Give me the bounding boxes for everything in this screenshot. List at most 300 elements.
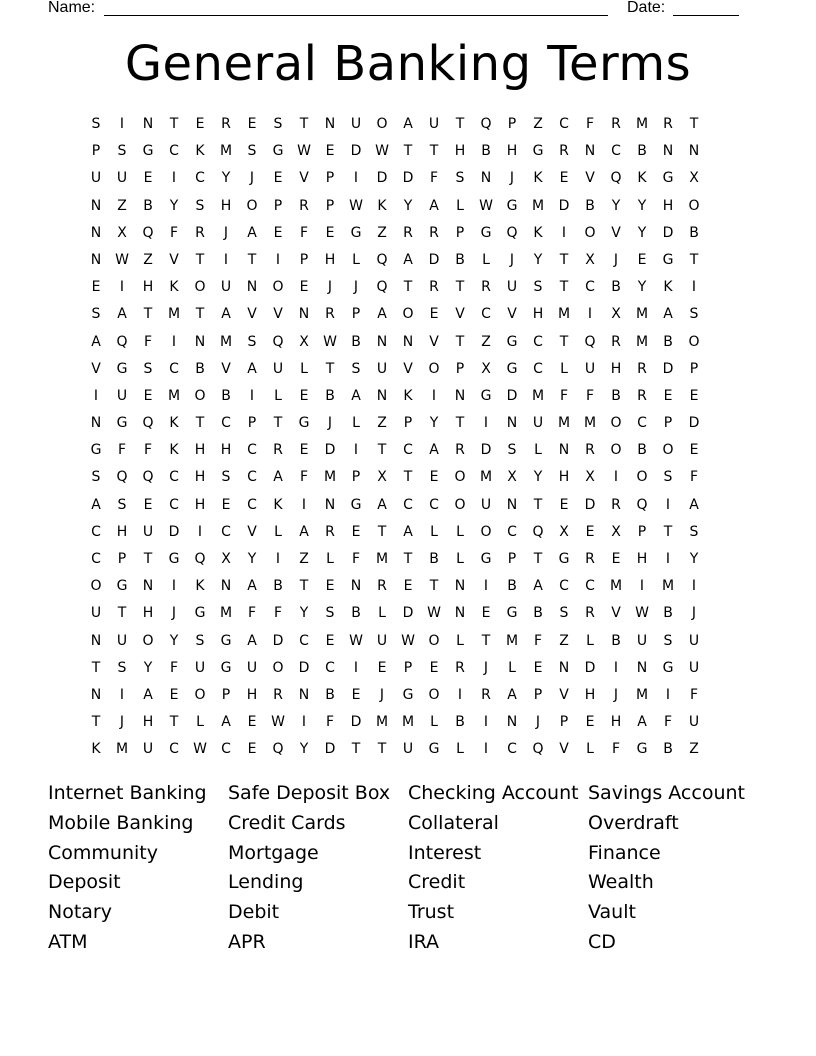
grid-letter: D bbox=[558, 197, 570, 214]
grid-letter: G bbox=[272, 143, 284, 160]
grid-letter: P bbox=[325, 197, 335, 214]
name-label: Name: bbox=[48, 0, 96, 16]
grid-letter: L bbox=[456, 741, 464, 758]
grid-letter: D bbox=[584, 659, 596, 676]
grid-letter: O bbox=[428, 360, 440, 377]
grid-letter: U bbox=[532, 415, 544, 432]
grid-letter: S bbox=[195, 197, 205, 214]
grid-letter: N bbox=[90, 197, 102, 214]
grid-letter: U bbox=[376, 360, 388, 377]
grid-letter: K bbox=[403, 387, 413, 404]
grid-letter: A bbox=[117, 306, 127, 323]
grid-letter: E bbox=[169, 686, 179, 703]
grid-letter: E bbox=[143, 170, 153, 187]
grid-letter: T bbox=[455, 279, 465, 296]
grid-letter: S bbox=[117, 659, 127, 676]
grid-letter: L bbox=[508, 659, 516, 676]
grid-letter: T bbox=[403, 551, 413, 567]
grid-letter: U bbox=[116, 170, 128, 187]
grid-letter: D bbox=[662, 360, 674, 377]
grid-letter: I bbox=[353, 170, 359, 187]
grid-letter: L bbox=[534, 442, 542, 459]
grid-letter: S bbox=[455, 170, 465, 187]
grid-letter: Q bbox=[506, 224, 518, 241]
grid-letter: U bbox=[246, 659, 258, 676]
grid-letter: J bbox=[613, 686, 619, 703]
grid-letter: X bbox=[689, 170, 699, 187]
grid-letter: U bbox=[688, 632, 700, 649]
grid-letter: Z bbox=[117, 197, 127, 214]
grid-letter: T bbox=[273, 415, 283, 432]
grid-letter: I bbox=[119, 686, 125, 703]
grid-letter: O bbox=[142, 632, 154, 649]
grid-letter: B bbox=[351, 333, 361, 350]
grid-letter: O bbox=[428, 632, 440, 649]
grid-letter: P bbox=[299, 251, 309, 268]
grid-letter: S bbox=[689, 306, 699, 323]
grid-letter: D bbox=[168, 523, 180, 540]
grid-letter: A bbox=[221, 306, 231, 323]
grid-letter: Z bbox=[533, 116, 543, 132]
grid-letter: X bbox=[507, 469, 517, 486]
grid-letter: N bbox=[506, 496, 518, 513]
grid-letter: P bbox=[507, 551, 517, 567]
grid-letter: V bbox=[611, 605, 621, 622]
grid-letter: V bbox=[247, 306, 257, 323]
grid-letter: L bbox=[560, 360, 568, 377]
grid-letter: O bbox=[610, 442, 622, 459]
grid-letter: F bbox=[611, 741, 621, 758]
grid-letter: O bbox=[454, 496, 466, 513]
grid-letter: E bbox=[351, 686, 361, 703]
grid-letter: T bbox=[195, 251, 205, 268]
grid-letter: N bbox=[350, 578, 362, 595]
grid-letter: F bbox=[273, 605, 283, 622]
grid-letter: F bbox=[689, 686, 699, 703]
grid-letter: A bbox=[247, 578, 257, 595]
grid-letter: R bbox=[637, 387, 647, 404]
word-bank-item: ATM bbox=[48, 930, 88, 953]
grid-letter: C bbox=[429, 496, 439, 513]
grid-letter: F bbox=[663, 714, 673, 731]
grid-letter: T bbox=[299, 116, 309, 132]
grid-letter: P bbox=[533, 686, 543, 703]
grid-letter: Y bbox=[247, 551, 257, 567]
grid-letter: C bbox=[637, 415, 647, 432]
grid-letter: N bbox=[688, 143, 700, 160]
grid-letter: G bbox=[532, 143, 544, 160]
grid-letter: E bbox=[273, 170, 283, 187]
grid-letter: L bbox=[326, 551, 334, 567]
grid-letter: D bbox=[688, 415, 700, 432]
grid-letter: R bbox=[403, 224, 413, 241]
grid-letter: E bbox=[377, 659, 387, 676]
grid-letter: B bbox=[221, 387, 231, 404]
grid-letter: P bbox=[325, 170, 335, 187]
grid-letter: A bbox=[507, 686, 517, 703]
grid-letter: O bbox=[194, 279, 206, 296]
grid-letter: D bbox=[428, 251, 440, 268]
grid-letter: M bbox=[635, 306, 649, 323]
grid-letter: Q bbox=[142, 415, 154, 432]
grid-letter: X bbox=[559, 523, 569, 540]
grid-letter: B bbox=[325, 387, 335, 404]
grid-letter: O bbox=[194, 686, 206, 703]
grid-letter: J bbox=[327, 415, 333, 432]
word-bank-item: Safe Deposit Box bbox=[228, 782, 391, 804]
grid-letter: B bbox=[663, 333, 673, 350]
grid-letter: N bbox=[298, 686, 310, 703]
grid-letter: F bbox=[325, 714, 335, 731]
grid-letter: L bbox=[274, 523, 282, 540]
grid-letter: B bbox=[637, 442, 647, 459]
grid-letter: G bbox=[116, 360, 128, 377]
grid-letter: R bbox=[637, 360, 647, 377]
word-bank-item: Checking Account bbox=[408, 782, 579, 804]
grid-letter: I bbox=[119, 279, 125, 296]
word-bank-item: Overdraft bbox=[588, 811, 679, 834]
grid-letter: E bbox=[689, 387, 699, 404]
grid-letter: S bbox=[507, 442, 517, 459]
grid-letter: C bbox=[169, 143, 179, 160]
grid-letter: E bbox=[429, 469, 439, 486]
grid-letter: I bbox=[639, 578, 645, 595]
grid-letter: G bbox=[194, 605, 206, 622]
grid-letter: O bbox=[272, 279, 284, 296]
grid-letter: G bbox=[220, 659, 232, 676]
grid-letter: J bbox=[353, 279, 359, 296]
grid-letter: A bbox=[637, 714, 647, 731]
grid-letter: L bbox=[352, 415, 360, 432]
grid-letter: I bbox=[119, 116, 125, 132]
grid-letter: X bbox=[299, 333, 309, 350]
grid-letter: C bbox=[221, 415, 231, 432]
grid-letter: T bbox=[429, 143, 439, 160]
grid-letter: B bbox=[507, 578, 517, 595]
grid-letter: C bbox=[247, 442, 257, 459]
grid-letter: W bbox=[349, 632, 363, 649]
grid-letter: G bbox=[506, 333, 518, 350]
grid-letter: X bbox=[611, 306, 621, 323]
grid-letter: G bbox=[116, 415, 128, 432]
word-bank-item: Vault bbox=[588, 901, 636, 924]
grid-letter: V bbox=[585, 170, 595, 187]
grid-letter: G bbox=[90, 442, 102, 459]
grid-letter: F bbox=[429, 170, 439, 187]
grid-letter: T bbox=[481, 632, 491, 649]
grid-letter: I bbox=[223, 251, 229, 268]
grid-letter: N bbox=[194, 333, 206, 350]
grid-letter: O bbox=[688, 197, 700, 214]
grid-letter: X bbox=[585, 469, 595, 486]
grid-letter: J bbox=[119, 714, 125, 731]
word-bank-item: IRA bbox=[408, 930, 440, 953]
grid-letter: A bbox=[91, 496, 101, 513]
grid-letter: P bbox=[507, 116, 517, 132]
grid-letter: I bbox=[353, 442, 359, 459]
grid-letter: P bbox=[403, 415, 413, 432]
grid-letter: S bbox=[91, 469, 101, 486]
grid-letter: B bbox=[689, 224, 699, 241]
grid-letter: P bbox=[221, 686, 231, 703]
grid-letter: B bbox=[273, 578, 283, 595]
grid-letter: D bbox=[324, 442, 336, 459]
grid-letter: N bbox=[402, 333, 414, 350]
grid-letter: R bbox=[429, 224, 439, 241]
grid-letter: S bbox=[117, 496, 127, 513]
grid-letter: A bbox=[351, 387, 361, 404]
grid-letter: J bbox=[379, 686, 385, 703]
grid-letter: S bbox=[351, 360, 361, 377]
grid-letter: B bbox=[143, 197, 153, 214]
grid-letter: B bbox=[663, 605, 673, 622]
grid-letter: A bbox=[689, 496, 699, 513]
grid-letter: E bbox=[429, 306, 439, 323]
grid-letter: P bbox=[455, 224, 465, 241]
grid-letter: E bbox=[91, 279, 101, 296]
grid-letter: H bbox=[506, 143, 518, 160]
grid-letter: T bbox=[91, 714, 101, 731]
grid-letter: K bbox=[91, 741, 101, 758]
grid-letter: C bbox=[403, 496, 413, 513]
grid-letter: R bbox=[429, 279, 439, 296]
grid-letter: M bbox=[479, 469, 493, 486]
grid-letter: E bbox=[299, 387, 309, 404]
grid-letter: J bbox=[509, 251, 515, 268]
word-bank-item: CD bbox=[588, 930, 616, 953]
grid-letter: N bbox=[298, 306, 310, 323]
grid-letter: B bbox=[663, 741, 673, 758]
word-bank-item: Savings Account bbox=[588, 782, 745, 804]
grid-letter: R bbox=[325, 523, 335, 540]
grid-letter: A bbox=[143, 686, 153, 703]
grid-letter: J bbox=[691, 605, 697, 622]
grid-letter: C bbox=[507, 741, 517, 758]
grid-letter: E bbox=[559, 170, 569, 187]
grid-letter: U bbox=[272, 360, 284, 377]
grid-letter: Q bbox=[532, 523, 544, 540]
grid-letter: R bbox=[325, 306, 335, 323]
grid-letter: C bbox=[91, 523, 101, 540]
grid-letter: T bbox=[195, 415, 205, 432]
grid-letter: A bbox=[221, 714, 231, 731]
grid-letter: B bbox=[481, 143, 491, 160]
grid-letter: E bbox=[689, 442, 699, 459]
grid-letter: M bbox=[401, 714, 415, 731]
grid-letter: N bbox=[558, 442, 570, 459]
grid-letter: G bbox=[480, 551, 492, 567]
grid-letter: I bbox=[275, 251, 281, 268]
grid-letter: U bbox=[506, 279, 518, 296]
grid-letter: K bbox=[195, 578, 205, 595]
grid-letter: G bbox=[506, 360, 518, 377]
grid-letter: S bbox=[325, 605, 335, 622]
grid-letter: R bbox=[611, 116, 621, 132]
grid-letter: M bbox=[219, 605, 233, 622]
grid-letter: U bbox=[116, 632, 128, 649]
grid-letter: L bbox=[430, 714, 438, 731]
grid-letter: E bbox=[637, 251, 647, 268]
grid-letter: J bbox=[327, 279, 333, 296]
word-bank-item: Finance bbox=[588, 841, 661, 864]
grid-letter: T bbox=[455, 415, 465, 432]
grid-letter: I bbox=[483, 415, 489, 432]
grid-letter: W bbox=[349, 197, 363, 214]
grid-letter: M bbox=[531, 197, 545, 214]
grid-letter: H bbox=[142, 279, 154, 296]
grid-letter: I bbox=[483, 714, 489, 731]
grid-letter: B bbox=[429, 551, 439, 567]
grid-letter: E bbox=[351, 523, 361, 540]
grid-letter: B bbox=[195, 360, 205, 377]
grid-letter: Y bbox=[533, 469, 543, 486]
word-bank-item: Interest bbox=[408, 841, 482, 864]
grid-letter: E bbox=[247, 116, 257, 132]
grid-letter: W bbox=[401, 632, 415, 649]
word-bank-item: APR bbox=[228, 930, 266, 953]
grid-letter: C bbox=[169, 741, 179, 758]
grid-letter: O bbox=[688, 333, 700, 350]
grid-letter: F bbox=[689, 469, 699, 486]
grid-letter: Q bbox=[142, 224, 154, 241]
grid-letter: A bbox=[299, 523, 309, 540]
grid-letter: O bbox=[90, 578, 102, 595]
grid-letter: H bbox=[584, 686, 596, 703]
grid-letter: O bbox=[376, 116, 388, 132]
grid-letter: N bbox=[662, 143, 674, 160]
grid-letter: H bbox=[636, 551, 648, 567]
grid-letter: H bbox=[116, 523, 128, 540]
name-blank-line bbox=[104, 15, 608, 16]
word-bank-item: Mobile Banking bbox=[48, 811, 194, 834]
grid-letter: J bbox=[223, 224, 229, 241]
grid-letter: V bbox=[455, 306, 465, 323]
grid-letter: T bbox=[559, 279, 569, 296]
grid-letter: Y bbox=[403, 197, 413, 214]
grid-letter: T bbox=[91, 659, 101, 676]
grid-letter: T bbox=[195, 306, 205, 323]
grid-letter: M bbox=[531, 387, 545, 404]
grid-letter: I bbox=[587, 306, 593, 323]
grid-letter: G bbox=[662, 170, 674, 187]
grid-letter: B bbox=[637, 143, 647, 160]
grid-letter: N bbox=[506, 714, 518, 731]
grid-letter: N bbox=[90, 251, 102, 268]
grid-letter: I bbox=[171, 578, 177, 595]
grid-letter: C bbox=[559, 116, 569, 132]
grid-letter: N bbox=[454, 605, 466, 622]
word-bank-item: Lending bbox=[228, 871, 304, 894]
grid-letter: O bbox=[480, 523, 492, 540]
grid-letter: O bbox=[610, 415, 622, 432]
grid-letter: A bbox=[533, 578, 543, 595]
grid-letter: Z bbox=[481, 333, 491, 350]
grid-letter: E bbox=[221, 496, 231, 513]
grid-letter: X bbox=[481, 360, 491, 377]
grid-letter: J bbox=[171, 605, 177, 622]
grid-letter: R bbox=[195, 224, 205, 241]
grid-letter: M bbox=[609, 578, 623, 595]
grid-letter: X bbox=[117, 224, 127, 241]
grid-letter: K bbox=[533, 170, 543, 187]
grid-letter: L bbox=[196, 714, 204, 731]
grid-letter: Y bbox=[169, 632, 179, 649]
grid-letter: S bbox=[247, 333, 257, 350]
grid-letter: H bbox=[532, 306, 544, 323]
grid-letter: L bbox=[456, 523, 464, 540]
word-bank-item: Notary bbox=[48, 901, 112, 924]
grid-letter: K bbox=[169, 415, 179, 432]
grid-letter: P bbox=[663, 415, 673, 432]
grid-letter: Q bbox=[272, 333, 284, 350]
grid-letter: I bbox=[665, 551, 671, 567]
grid-letter: Y bbox=[533, 251, 543, 268]
grid-letter: Y bbox=[221, 170, 231, 187]
grid-letter: I bbox=[691, 578, 697, 595]
grid-letter: M bbox=[375, 551, 389, 567]
grid-letter: I bbox=[613, 469, 619, 486]
grid-letter: S bbox=[195, 632, 205, 649]
grid-letter: D bbox=[324, 741, 336, 758]
grid-letter: O bbox=[584, 224, 596, 241]
grid-letter: D bbox=[350, 714, 362, 731]
grid-letter: C bbox=[247, 469, 257, 486]
grid-letter: A bbox=[91, 333, 101, 350]
grid-letter: G bbox=[116, 578, 128, 595]
grid-letter: D bbox=[402, 170, 414, 187]
grid-letter: G bbox=[402, 686, 414, 703]
grid-letter: M bbox=[167, 306, 181, 323]
grid-letter: P bbox=[637, 523, 647, 540]
grid-letter: C bbox=[611, 143, 621, 160]
grid-letter: G bbox=[142, 143, 154, 160]
grid-letter: L bbox=[378, 605, 386, 622]
grid-letter: W bbox=[323, 333, 337, 350]
grid-letter: X bbox=[585, 251, 595, 268]
grid-letter: E bbox=[143, 387, 153, 404]
grid-letter: O bbox=[194, 387, 206, 404]
grid-letter: L bbox=[482, 251, 490, 268]
grid-letter: N bbox=[454, 578, 466, 595]
grid-letter: E bbox=[299, 442, 309, 459]
grid-letter: Z bbox=[377, 415, 387, 432]
grid-letter: G bbox=[168, 551, 180, 567]
grid-letter: S bbox=[663, 469, 673, 486]
grid-letter: P bbox=[403, 659, 413, 676]
grid-letter: T bbox=[559, 251, 569, 268]
grid-letter: S bbox=[91, 306, 101, 323]
grid-letter: M bbox=[219, 333, 233, 350]
grid-letter: C bbox=[481, 306, 491, 323]
word-bank bbox=[48, 780, 768, 959]
word-bank-item: Collateral bbox=[408, 811, 499, 834]
word-bank-item: Debit bbox=[228, 901, 280, 924]
grid-letter: H bbox=[454, 143, 466, 160]
word-bank-item: Credit Cards bbox=[228, 811, 346, 834]
grid-letter: A bbox=[377, 496, 387, 513]
grid-letter: E bbox=[481, 605, 491, 622]
grid-letter: S bbox=[663, 632, 673, 649]
grid-letter: G bbox=[636, 741, 648, 758]
grid-letter: Z bbox=[559, 632, 569, 649]
grid-letter: Y bbox=[169, 197, 179, 214]
grid-letter: T bbox=[689, 251, 699, 268]
grid-letter: E bbox=[585, 714, 595, 731]
grid-letter: U bbox=[480, 496, 492, 513]
grid-letter: K bbox=[273, 496, 283, 513]
grid-letter: G bbox=[298, 415, 310, 432]
grid-letter: N bbox=[506, 415, 518, 432]
